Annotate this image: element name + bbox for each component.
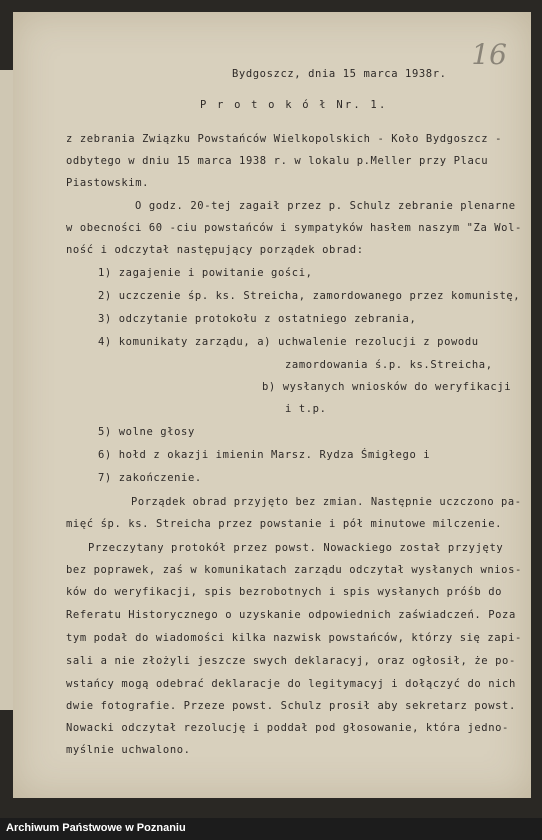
text-line: odbytego w dniu 15 marca 1938 r. w lokalu p.Meller przy Placu [66,155,489,167]
text-line: bez poprawek, zaś w komunikatach zarządu odczytał wysłanych wnios- [66,564,522,576]
agenda-item: 4) komunikaty zarządu, a) uchwalenie rezolucji z powodu [98,336,479,348]
agenda-item: 6) hołd z okazji imienin Marsz. Rydza Śmigłego i [98,449,431,461]
agenda-subitem: b) wysłanych wniosków do weryfikacji [262,381,512,393]
place-date: Bydgoszcz, dnia 15 marca 1938r. [232,68,447,80]
text-line: ność i odczytał następujący porządek obrad: [66,244,364,256]
text-line: Piastowskim. [66,177,150,189]
text-line: mięć śp. ks. Streicha przez powstanie i pół minutowe milczenie. [66,518,503,530]
text-line: Przeczytany protokół przez powst. Nowackiego został przyjęty [88,542,504,554]
agenda-item: 3) odczytanie protokołu z ostatniego zebrania, [98,313,417,325]
text-line: z zebrania Związku Powstańców Wielkopolskich - Koło Bydgoszcz - [66,133,503,145]
agenda-item: 1) zagajenie i powitanie gości, [98,267,313,279]
text-line: myślnie uchwalono. [66,744,191,756]
text-line: sali a nie złożyli jeszcze swych deklaracyj, oraz ogłosił, że po- [66,655,516,667]
agenda-item: 5) wolne głosy [98,426,195,438]
agenda-subitem: i t.p. [285,403,327,415]
agenda-item: 7) zakończenie. [98,472,202,484]
text-line: ków do weryfikacji, spis bezrobotnych i spis wysłanych próśb do [66,586,503,598]
page-number: 16 [471,38,507,71]
text-line: dwie fotografie. Przeze powst. Schulz prosił aby sekretarz powst. [66,700,516,712]
text-line: wstańcy mogą odebrać deklaracje do legitymacyj i dołączyć do nich [66,678,516,690]
text-line: Porządek obrad przyjęto bez zmian. Następnie uczczono pa- [131,496,522,508]
text-line: Referatu Historycznego o uzyskanie odpowiednich zaświadczeń. Poza [66,609,516,621]
text-line: tym podał do wiadomości kilka nazwisk powstańców, którzy się zapi- [66,632,522,644]
text-line: O godz. 20-tej zagaił przez p. Schulz zebranie plenarne [135,200,516,212]
document-title: P r o t o k ó ł Nr. 1. [200,99,388,111]
archive-footer [0,818,542,840]
agenda-subitem: zamordowania ś.p. ks.Streicha, [285,359,493,371]
agenda-item: 2) uczczenie śp. ks. Streicha, zamordowanego przez komunistę, [98,290,521,302]
archive-name: Archiwum Państwowe w Poznaniu [6,822,186,834]
text-line: w obecności 60 -ciu powstańców i sympatyków hasłem naszym "Za Wol- [66,222,522,234]
previous-page-edge [0,70,13,710]
text-line: Nowacki odczytał rezolucję i poddał pod głosowanie, która jedno- [66,722,509,734]
